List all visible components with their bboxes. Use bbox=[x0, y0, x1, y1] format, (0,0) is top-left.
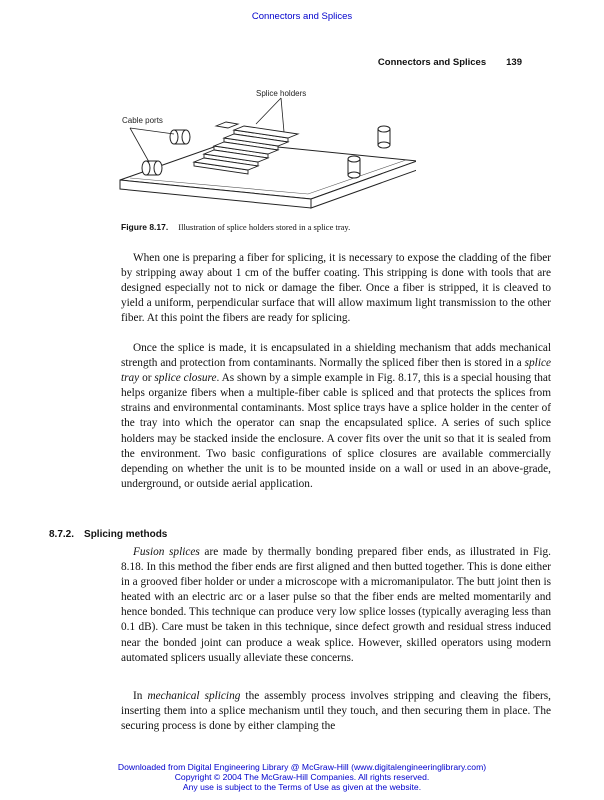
running-head-title: Connectors and Splices bbox=[377, 57, 487, 68]
term-mechanical-splicing: mechanical splicing bbox=[147, 690, 241, 702]
section-title: Splicing methods bbox=[84, 529, 168, 540]
term-splice-closure: splice closure bbox=[154, 372, 217, 385]
term-fusion-splices: Fusion splices bbox=[133, 546, 200, 558]
caption-text: Illustration of splice holders stored in a splice tray. bbox=[178, 222, 351, 232]
top-header: Connectors and Splices bbox=[251, 11, 353, 22]
figure-splice-tray bbox=[116, 84, 416, 214]
paragraph-1: When one is preparing a fiber for splicing, it is necessary to expose the cladding of the fiber by stripping away about 1 cm of the buffer coating. This stripping is done with tools that are designed especially not to nick or damage the fiber. Once a fiber is stripped, it is cleaved to yield a uniform, perpendicular surface that will allow maximum light transmission to the other fiber. At this point the fibers are ready for splicing. bbox=[121, 252, 551, 325]
term-splice-tray: splice tray bbox=[121, 357, 551, 385]
paragraph-2: Once the splice is made, it is encapsulated in a shielding mechanism that adds mechanical strength and protection from contaminants. Normally the spliced fiber then is stored in a splice tray or splice closure. As shown by a simple example in Fig. 8.17, this is a special housing that helps organize fibers when a multiple-fiber cable is spliced and that protects the splices from strains and environmental contaminants. Most splice trays have a splice holder in the center of the tray into which the operator can snap the encapsulated splice. A series of such splice holders may be stacked inside the enclosure. A cover fits over the unit so that it is sealed from the environment. Two basic configurations of splice closures are available commercially depending on whether the unit is to be mounted inside on a wall or used in an above-grade, underground, or outside aerial application. bbox=[121, 342, 552, 490]
paragraph-3: Fusion splices are made by thermally bonding prepared fiber ends, as illustrated in Fig. 8.18. In this method the fiber ends are first aligned and then butted together. This is done either in a grooved fiber holder or under a microscope with a micromanipulator. The butt joint then is heated with an electric arc or a laser pulse so that the fiber ends are melted momentarily and hence bonded. This technique can produce very low splice losses (typically averaging less than 0.1 dB). Care must be taken in this technique, since defect growth and residual stress induced near the bonded joint can produce a weak splice. However, skilled operators using modern automated splicers usually alleviate these concerns. bbox=[121, 546, 552, 664]
footer-copyright: Copyright © 2004 The McGraw-Hill Companies. All rights reserved. bbox=[174, 772, 430, 782]
label-splice-holders: Splice holders bbox=[256, 89, 307, 98]
section-number: 8.7.2. bbox=[49, 529, 75, 540]
footer-download-link[interactable]: Downloaded from Digital Engineering Library @ McGraw-Hill (www.digitalengineeringlibrary.com) bbox=[117, 762, 487, 772]
section-heading bbox=[49, 529, 167, 540]
running-head bbox=[378, 57, 522, 68]
caption-number: Figure 8.17. bbox=[121, 222, 169, 232]
splice-tray-illustration bbox=[116, 84, 416, 214]
page-number: 139 bbox=[506, 57, 522, 68]
label-cable-ports: Cable ports bbox=[122, 116, 163, 125]
footer-terms: Any use is subject to the Terms of Use as given at the website. bbox=[182, 782, 422, 792]
figure-caption bbox=[121, 222, 350, 232]
paragraph-4: In mechanical splicing the assembly process involves stripping and cleaving the fibers, inserting them into a splice mechanism until they touch, and then securing them in place. The securing process is done by either clamping the bbox=[121, 690, 551, 733]
footer bbox=[0, 762, 604, 792]
